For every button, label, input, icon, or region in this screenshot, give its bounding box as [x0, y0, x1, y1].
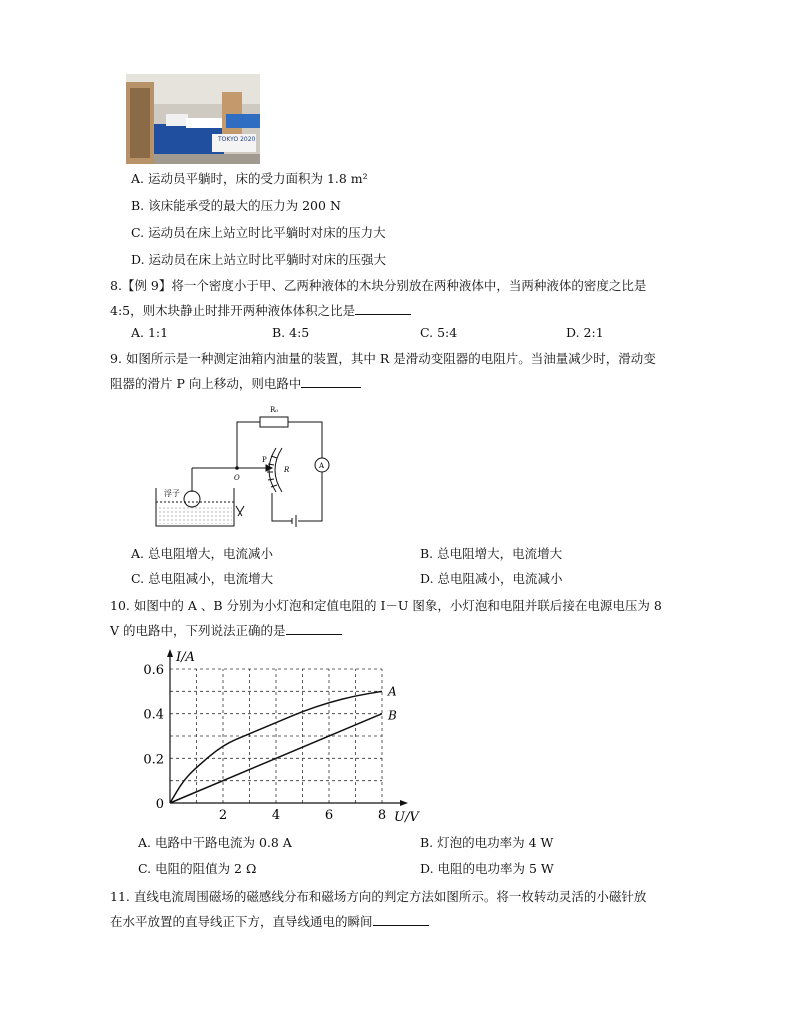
- answer-blank: [286, 622, 342, 635]
- label-p: P: [262, 456, 267, 464]
- q9-option-c[interactable]: C. 总电阻减小，电流增大: [131, 571, 274, 586]
- q9-option-a[interactable]: A. 总电阻增大，电流减小: [131, 546, 273, 561]
- label-ammeter: A: [319, 462, 325, 470]
- q7-option-a[interactable]: A. 运动员平躺时，床的受力面积为 1.8 m²: [131, 171, 368, 186]
- label-float: 浮子: [164, 489, 180, 498]
- q11-stem-line2: 在水平放置的直导线正下方，直导线通电的瞬间: [110, 913, 429, 931]
- q7-option-d[interactable]: D. 运动员在床上站立时比平躺时对床的压强大: [131, 252, 387, 267]
- x-tick-label: 2: [218, 808, 228, 823]
- q8-option-a[interactable]: A. 1:1: [131, 325, 169, 340]
- label-o: O: [234, 474, 240, 482]
- oil-gauge-circuit-diagram: [150, 398, 350, 530]
- resistor-r0: [260, 417, 288, 427]
- q10-stem-line1: 10. 如图中的 A 、B 分别为小灯泡和定值电阻的 I－U 图象，小灯泡和电阻并联后接在电源电压为 8: [110, 598, 662, 613]
- answer-blank: [301, 375, 361, 388]
- q10-option-d[interactable]: D. 电阻的电功率为 5 W: [420, 861, 554, 876]
- bed-photo: [126, 74, 260, 164]
- q10-option-b[interactable]: B. 灯泡的电功率为 4 W: [420, 835, 554, 850]
- q8-option-c[interactable]: C. 5:4: [420, 325, 458, 340]
- answer-blank: [373, 913, 429, 926]
- label-r: R: [284, 466, 290, 474]
- series-label-A: A: [388, 684, 397, 699]
- x-axis-arrow: [400, 800, 408, 806]
- q9-stem-line1: 9. 如图所示是一种测定油箱内油量的装置，其中 R 是滑动变阻器的电阻片。当油量减少时，滑动变: [110, 351, 656, 366]
- q9-option-b[interactable]: B. 总电阻增大，电流增大: [420, 546, 563, 561]
- q8-option-d[interactable]: D. 2:1: [566, 325, 604, 340]
- x-tick-label: 6: [324, 808, 334, 823]
- series-label-B: B: [388, 708, 397, 723]
- y-axis-arrow: [167, 649, 173, 657]
- q10-option-c[interactable]: C. 电阻的阻值为 2 Ω: [138, 861, 257, 876]
- q10-stem-line2: V 的电路中，下列说法正确的是: [110, 622, 342, 640]
- q8-option-b[interactable]: B. 4:5: [272, 325, 310, 340]
- q10-option-a[interactable]: A. 电路中干路电流为 0.8 A: [138, 835, 292, 850]
- label-r0: R₀: [270, 406, 279, 414]
- x-axis-label: U/V: [394, 810, 419, 825]
- y-tick-label: 0.4: [143, 707, 164, 723]
- y-tick-label: 0: [155, 797, 164, 812]
- q7-option-c[interactable]: C. 运动员在床上站立时比平躺时对床的压力大: [131, 225, 386, 240]
- photo-logo-text: TOKYO 2020: [218, 136, 256, 143]
- answer-blank: [355, 302, 411, 315]
- q7-option-b[interactable]: B. 该床能承受的最大的压力为 200 N: [131, 198, 341, 213]
- q9-stem-line2: 阻器的滑片 P 向上移动，则电路中: [110, 375, 361, 393]
- q9-option-d[interactable]: D. 总电阻减小，电流减小: [420, 571, 563, 586]
- y-axis-label: I/A: [176, 650, 195, 665]
- iu-graph: [140, 643, 430, 831]
- q8-stem-line1: 8.【例 9】将一个密度小于甲、乙两种液体的木块分别放在两种液体中，当两种液体的密度之比是: [110, 278, 647, 293]
- x-tick-label: 4: [271, 808, 281, 823]
- q8-stem-line2: 4:5，则木块静止时排开两种液体体积之比是: [110, 302, 411, 320]
- x-tick-label: 8: [377, 808, 387, 823]
- q11-stem-line1: 11. 直线电流周围磁场的磁感线分布和磁场方向的判定方法如图所示。将一枚转动灵活的小磁针放: [110, 889, 647, 904]
- y-tick-label: 0.6: [143, 663, 164, 678]
- y-tick-label: 0.2: [143, 752, 164, 768]
